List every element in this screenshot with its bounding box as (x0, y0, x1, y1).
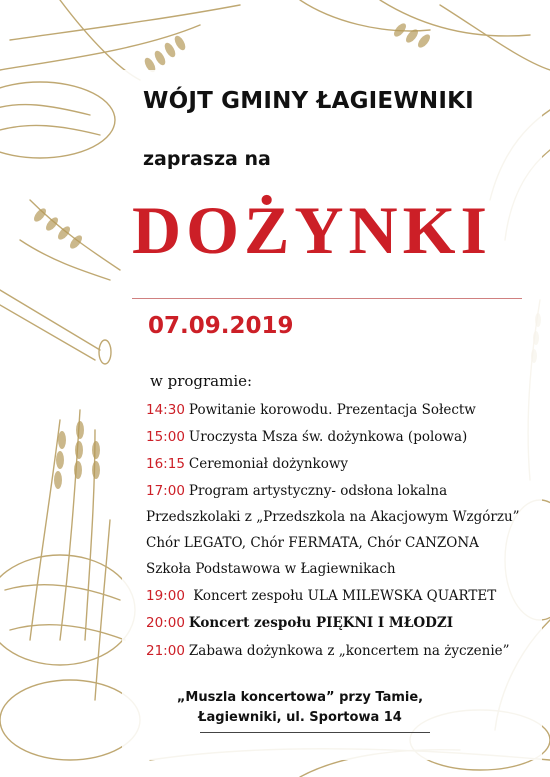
program-time: 14:30 (146, 402, 185, 418)
program-desc: Uroczysta Msza św. dożynkowa (polowa) (188, 429, 468, 445)
program-time: 20:00 (146, 615, 185, 631)
program-time: 15:00 (146, 429, 185, 445)
program-item (146, 588, 496, 604)
program-item (146, 483, 447, 499)
program-desc: Koncert zespołu PIĘKNI I MŁODZI (188, 615, 454, 631)
program-desc: Powitanie korowodu. Prezentacja Sołectw (188, 402, 476, 418)
event-title: DOŻYNKI (132, 192, 492, 268)
program-time: 19:00 (146, 588, 185, 604)
venue (150, 688, 450, 728)
invite-text: zaprasza na (143, 148, 271, 170)
program-time: 16:15 (146, 456, 185, 472)
program-item (146, 535, 479, 551)
venue-line: „Muszla koncertowa” przy Tamie, (176, 690, 424, 705)
program-desc: Przedszkolaki z „Przedszkola na Akacjowym Wzgórzu” (146, 509, 520, 525)
program-desc: Koncert zespołu ULA MILEWSKA QUARTET (188, 588, 497, 604)
program-label: w programie: (150, 372, 253, 390)
venue-address: Łagiewniki, ul. Sportowa 14 (198, 710, 402, 725)
program-item (146, 429, 467, 445)
program-time: 17:00 (146, 483, 185, 499)
program-item (146, 456, 348, 472)
program-item (146, 561, 396, 577)
host-title: WÓJT GMINY ŁAGIEWNIKI (143, 88, 474, 114)
program-item (146, 402, 476, 418)
program-desc: Program artystyczny- odsłona lokalna (188, 483, 448, 499)
program-desc: Chór LEGATO, Chór FERMATA, Chór CANZONA (146, 535, 479, 551)
divider (132, 298, 522, 299)
program-desc: Zabawa dożynkowa z „koncertem na życzenie” (188, 643, 510, 659)
program-item (146, 643, 510, 659)
event-date: 07.09.2019 (148, 313, 294, 339)
program-time: 21:00 (146, 643, 185, 659)
program-desc: Ceremoniał dożynkowy (188, 456, 349, 472)
bottom-divider (200, 732, 430, 733)
program-item (146, 615, 453, 631)
program-desc: Szkoła Podstawowa w Łagiewnikach (146, 561, 396, 577)
program-item (146, 509, 520, 525)
